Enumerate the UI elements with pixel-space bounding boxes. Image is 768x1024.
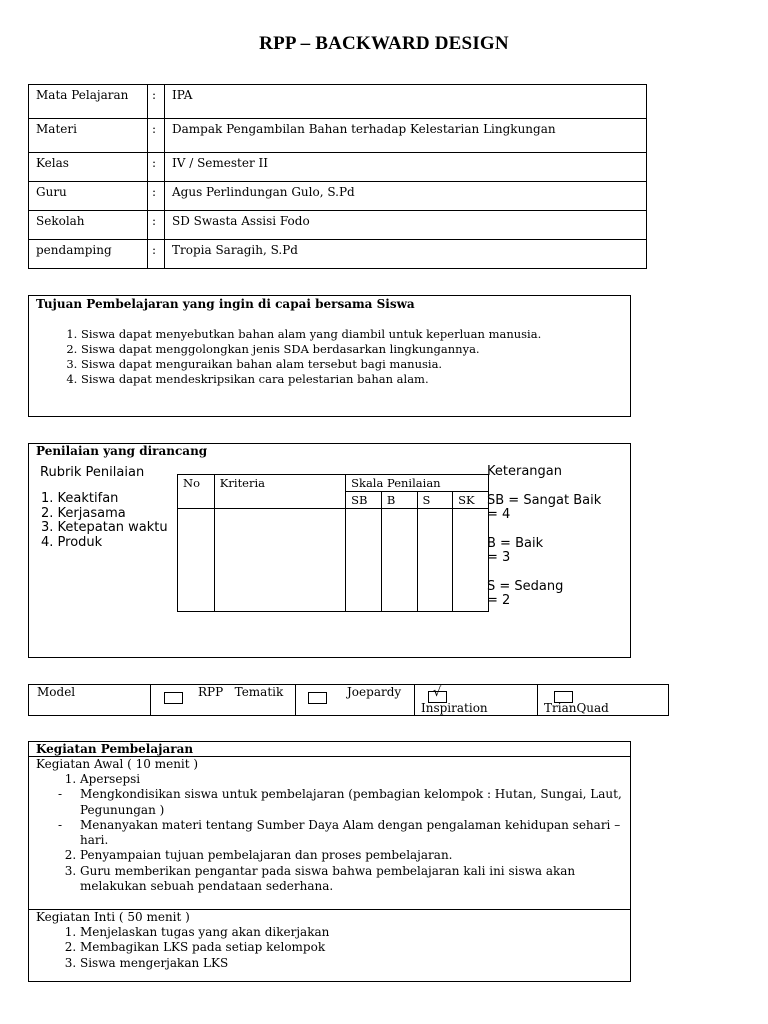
info-label: Mata Pelajaran bbox=[29, 85, 148, 119]
table-row bbox=[29, 119, 647, 153]
info-separator: : bbox=[148, 182, 165, 211]
model-row bbox=[28, 684, 669, 716]
header-s: S bbox=[417, 492, 453, 509]
info-label: Sekolah bbox=[29, 211, 148, 240]
info-separator: : bbox=[148, 85, 165, 119]
info-separator: : bbox=[148, 119, 165, 153]
model-option-label: TrianQuad bbox=[544, 701, 609, 715]
info-label: Kelas bbox=[29, 153, 148, 182]
info-value: Dampak Pengambilan Bahan terhadap Kelestarian Lingkungan bbox=[165, 119, 647, 153]
keterangan-line: = 2 bbox=[487, 593, 511, 608]
list-item: 3. Guru memberikan pengantar pada siswa bahwa pembelajaran kali ini siswa akan melakukan sebuah pendataan sederhana. bbox=[80, 864, 624, 895]
model-option-joepardy-checkbox[interactable] bbox=[308, 692, 327, 704]
info-label: pendamping bbox=[29, 240, 148, 269]
info-value: Tropia Saragih, S.Pd bbox=[165, 240, 647, 269]
header-sb: SB bbox=[346, 492, 382, 509]
list-item: 2. Membagikan LKS pada setiap kelompok bbox=[80, 940, 624, 955]
table-cell bbox=[381, 509, 417, 612]
model-option-label: RPP Tematik bbox=[198, 685, 284, 699]
info-value: IPA bbox=[165, 85, 647, 119]
awal-dash-list bbox=[29, 787, 624, 848]
kegiatan-awal-title: Kegiatan Awal ( 10 menit ) bbox=[36, 757, 199, 771]
awal-list-continued bbox=[29, 848, 624, 894]
model-option-label: Inspiration bbox=[421, 701, 488, 715]
model-option-label: Joepardy bbox=[347, 685, 402, 699]
header-sk: SK bbox=[453, 492, 489, 509]
inti-list bbox=[29, 925, 624, 971]
check-mark-icon: √ bbox=[433, 685, 442, 700]
info-separator: : bbox=[148, 211, 165, 240]
info-label: Materi bbox=[29, 119, 148, 153]
info-value: SD Swasta Assisi Fodo bbox=[165, 211, 647, 240]
keterangan-line: B = Baik bbox=[487, 535, 544, 551]
table-row bbox=[29, 153, 647, 182]
info-label: Guru bbox=[29, 182, 148, 211]
table-row bbox=[29, 240, 647, 269]
tujuan-section bbox=[28, 295, 631, 417]
rubrik-list bbox=[41, 492, 168, 550]
header-no: No bbox=[178, 475, 215, 509]
table-row bbox=[29, 182, 647, 211]
kegiatan-heading: Kegiatan Pembelajaran bbox=[36, 742, 194, 756]
info-value: Agus Perlindungan Gulo, S.Pd bbox=[165, 182, 647, 211]
info-separator: : bbox=[148, 240, 165, 269]
rubrik-table bbox=[177, 474, 489, 612]
list-item: - Menanyakan materi tentang Sumber Daya Alam dengan pengalaman kehidupan sehari – hari. bbox=[80, 818, 624, 849]
list-item: 1. Keaktifan bbox=[41, 491, 119, 506]
table-cell bbox=[417, 509, 453, 612]
header-kriteria: Kriteria bbox=[214, 475, 345, 509]
keterangan-line: = 4 bbox=[487, 507, 511, 522]
keterangan-line: SB = Sangat Baik bbox=[487, 492, 602, 508]
kegiatan-section bbox=[28, 741, 631, 982]
list-item: 1. Siswa dapat menyebutkan bahan alam yang diambil untuk keperluan manusia. bbox=[81, 327, 629, 342]
tujuan-heading: Tujuan Pembelajaran yang ingin di capai bersama Siswa bbox=[36, 297, 415, 311]
list-item: 1. Menjelaskan tugas yang akan dikerjakan bbox=[80, 925, 624, 940]
keterangan-line: S = Sedang bbox=[487, 578, 564, 594]
document-title: RPP – BACKWARD DESIGN bbox=[259, 33, 509, 54]
table-cell bbox=[453, 509, 489, 612]
header-skala: Skala Penilaian bbox=[346, 475, 489, 492]
table-row bbox=[29, 211, 647, 240]
info-separator: : bbox=[148, 153, 165, 182]
header-b: B bbox=[381, 492, 417, 509]
keterangan bbox=[487, 465, 601, 609]
list-item: 1. Apersepsi bbox=[80, 772, 624, 787]
table-cell bbox=[346, 509, 382, 612]
model-option-rpp-tematik-checkbox[interactable] bbox=[164, 692, 183, 704]
model-label: Model bbox=[37, 685, 76, 699]
list-item: 3. Siswa dapat menguraikan bahan alam tersebut bagi manusia. bbox=[81, 357, 629, 372]
penilaian-heading: Penilaian yang dirancang bbox=[36, 444, 208, 458]
table-row bbox=[29, 85, 647, 119]
list-item: 2. Kerjasama bbox=[41, 505, 126, 521]
list-item: 4. Produk bbox=[41, 534, 103, 550]
list-item: 3. Ketepatan waktu bbox=[41, 520, 168, 535]
list-item: 4. Siswa dapat mendeskripsikan cara pelestarian bahan alam. bbox=[81, 372, 629, 387]
awal-list bbox=[29, 772, 624, 787]
keterangan-title: Keterangan bbox=[487, 464, 562, 479]
table-cell bbox=[214, 509, 345, 612]
kegiatan-inti-title: Kegiatan Inti ( 50 menit ) bbox=[36, 910, 190, 924]
identity-table bbox=[28, 84, 647, 269]
list-item: - Mengkondisikan siswa untuk pembelajaran (pembagian kelompok : Hutan, Sungai, Laut, Pegunungan ) bbox=[80, 787, 624, 818]
info-value: IV / Semester II bbox=[165, 153, 647, 182]
list-item: 3. Siswa mengerjakan LKS bbox=[80, 956, 624, 971]
keterangan-line: = 3 bbox=[487, 550, 511, 565]
objective-list bbox=[29, 327, 629, 387]
table-cell bbox=[178, 509, 215, 612]
list-item: 2. Siswa dapat menggolongkan jenis SDA berdasarkan lingkungannya. bbox=[81, 342, 629, 357]
rubrik-title: Rubrik Penilaian bbox=[40, 465, 145, 480]
list-item: 2. Penyampaian tujuan pembelajaran dan proses pembelajaran. bbox=[80, 848, 624, 863]
